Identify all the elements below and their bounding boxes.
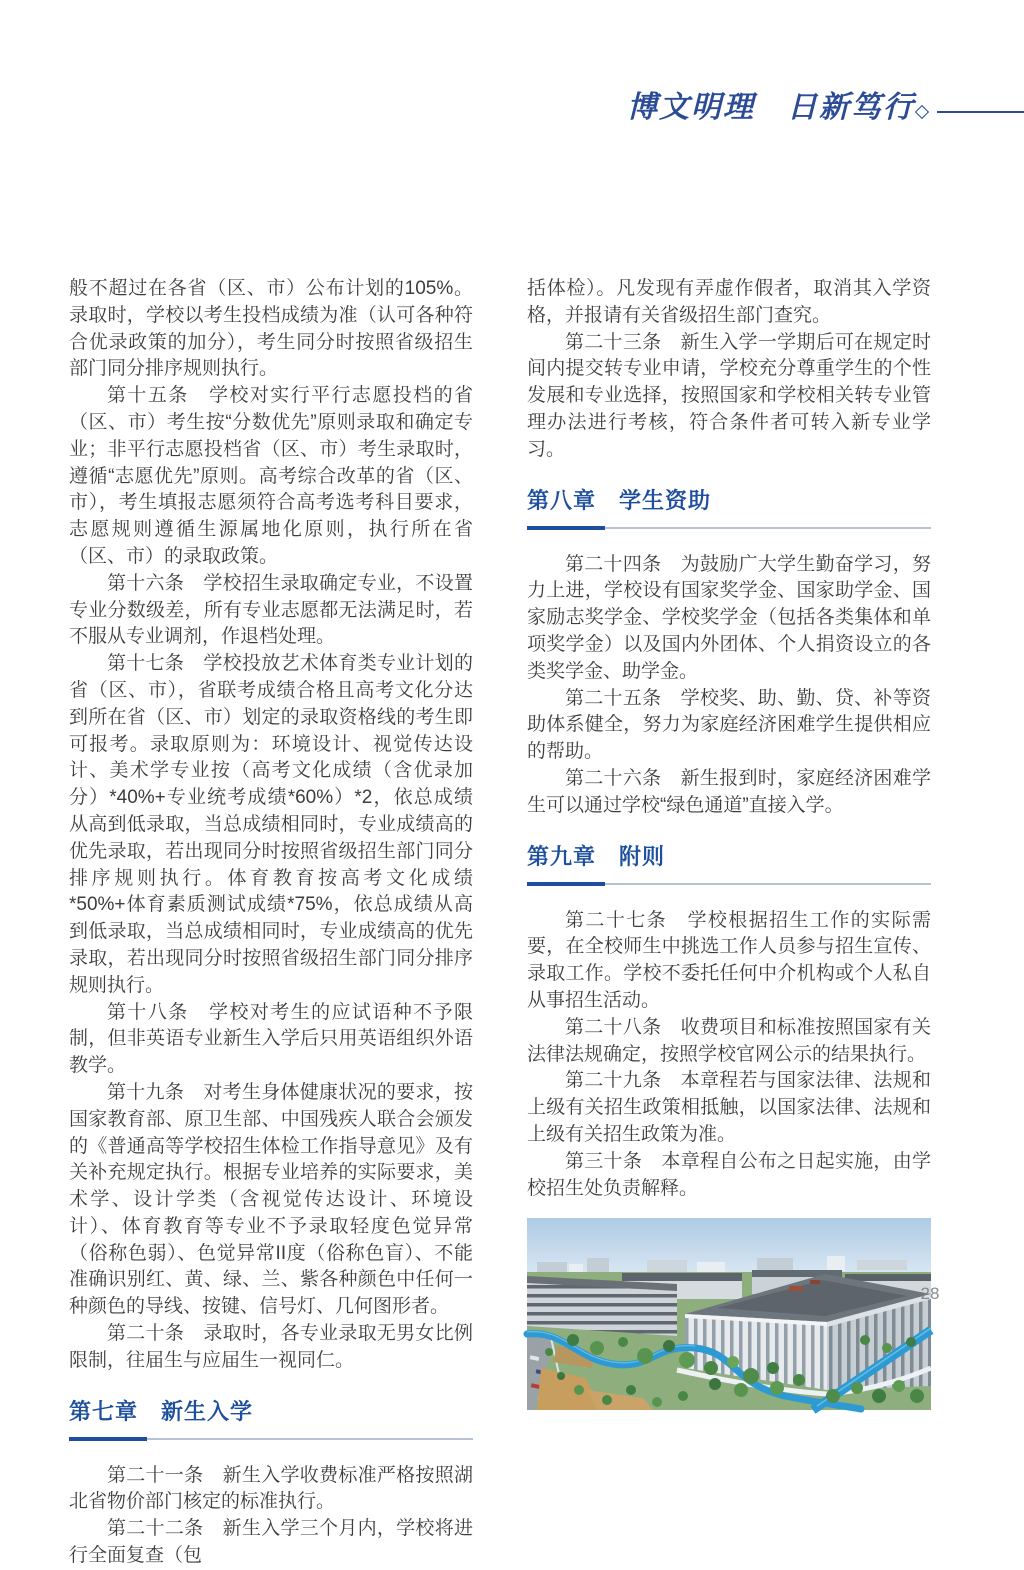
body-paragraph: 第二十六条 新生报到时，家庭经济困难学生可以通过学校“绿色通道”直接入学。 bbox=[527, 767, 931, 816]
school-motto: 博文明理 日新笃行 bbox=[627, 91, 915, 124]
heading-rule bbox=[527, 882, 931, 886]
heading-rule bbox=[69, 1437, 473, 1441]
heading-rule-dark bbox=[527, 882, 605, 886]
body-paragraph: 般不超过在各省（区、市）公布计划的105%。录取时，学校以考生投档成绩为准（认可各种符合优录政策的加分），考生同分时按照省级招生部门同分排序规则执行。 bbox=[69, 278, 473, 380]
body-paragraph: 第二十九条 本章程若与国家法律、法规和上级有关招生政策相抵触，以国家法律、法规和上级有关招生政策为准。 bbox=[527, 1070, 931, 1145]
body-paragraph: 第二十五条 学校奖、助、勤、贷、补等资助体系健全，努力为家庭经济困难学生提供相应的帮助。 bbox=[527, 687, 931, 763]
body-paragraph: 第二十三条 新生入学一学期后可在规定时间内提交转专业申请，学校充分尊重学生的个性发展和专业选择，按照国家和学校相关转专业管理办法进行考核，符合条件者可转入新专业学习。 bbox=[527, 331, 931, 460]
page-number: 28 bbox=[920, 1284, 940, 1303]
body-paragraph: 第二十一条 新生入学收费标准严格按照湖北省物价部门核定的标准执行。 bbox=[69, 1464, 473, 1513]
body-paragraph: 第三十条 本章程自公布之日起实施，由学校招生处负责解释。 bbox=[527, 1150, 931, 1199]
chapter-heading: 第七章 新生入学 bbox=[69, 1398, 254, 1424]
body-paragraph: 第十七条 学校投放艺术体育类专业计划的省（区、市），省联考成绩合格且高考文化分达到所在省（区、市）划定的录取资格线的考生即可报考。录取原则为：环境设计、视觉传达设计、美术学专业按（高考文化成绩（含优录加分）*40%+专业统考成绩*60%）*2，依总成绩从高到低录取，当总成绩相同时，专业成绩高的优先录取，若出现同分时按照省级招生部门同分排序规则执行。体育教育按高考文化成绩*50%+体育素质测试成绩*75%，依总成绩从高到低录取，当总成绩相同时，专业成绩高的优先录取，若出现同分时按照省级招生部门同分排序规则执行。 bbox=[69, 653, 473, 996]
body-paragraph: 括体检）。凡发现有弄虚作假者，取消其入学资格，并报请有关省级招生部门查究。 bbox=[527, 278, 931, 326]
body-paragraph: 第二十七条 学校根据招生工作的实际需要，在全校师生中挑选工作人员参与招生宣传、录取工作。学校不委托任何中介机构或个人私自从事招生活动。 bbox=[527, 909, 931, 1011]
body-paragraph: 第十九条 对考生身体健康状况的要求，按国家教育部、原卫生部、中国残疾人联合会颁发的《普通高等学校招生体检工作指导意见》及有关补充规定执行。根据专业培养的实际要求，美术学、设计学类（含视觉传达设计、环境设计）、体育教育等专业不予录取轻度色觉异常（俗称色弱）、色觉异常II度（俗称色盲）、不能准确识别红、黄、绿、兰、紫各种颜色中任何一种颜色的导线、按键、信号灯、几何图形者。 bbox=[69, 1081, 473, 1318]
body-paragraph: 第二十二条 新生入学三个月内，学校将进行全面复查（包 bbox=[69, 1518, 473, 1567]
campus-aerial-photo bbox=[527, 1218, 931, 1410]
right-column-text bbox=[527, 276, 931, 1202]
left-column bbox=[69, 276, 473, 1570]
body-paragraph: 第十八条 学校对考生的应试语种不予限制，但非英语专业新生入学后只用英语组织外语教学。 bbox=[69, 1001, 473, 1077]
body-paragraph: 第二十条 录取时，各专业录取无男女比例限制，往届生与应届生一视同仁。 bbox=[69, 1323, 473, 1371]
heading-rule-dark bbox=[527, 526, 605, 530]
diamond-icon bbox=[915, 105, 929, 119]
heading-rule-dark bbox=[69, 1437, 147, 1441]
left-building bbox=[527, 1276, 677, 1336]
chapter-heading: 第八章 学生资助 bbox=[527, 487, 712, 513]
header-rule-line bbox=[937, 111, 1024, 113]
heading-rule bbox=[527, 526, 931, 530]
body-paragraph: 第十五条 学校对实行平行志愿投档的省（区、市）考生按“分数优先”原则录取和确定专业；非平行志愿投档省（区、市）考生录取时，遵循“志愿优先”原则。高考综合改革的省（区、市），考生填报志愿须符合高考选考科目要求，志愿规则遵循生源属地化原则，执行所在省（区、市）的录取政策。 bbox=[69, 385, 473, 567]
body-paragraph: 第二十四条 为鼓励广大学生勤奋学习，努力上进，学校设有国家奖学金、国家助学金、国家励志奖学金、学校奖学金（包括各类集体和单项奖学金）以及国内外团体、个人捐资设立的各类奖学金、助学金。 bbox=[527, 553, 931, 682]
body-paragraph: 第二十八条 收费项目和标准按照国家有关法律法规确定，按照学校官网公示的结果执行。 bbox=[527, 1016, 931, 1065]
body-paragraph: 第十六条 学校招生录取确定专业，不设置专业分数级差，所有专业志愿都无法满足时，若不服从专业调剂，作退档处理。 bbox=[69, 572, 473, 648]
right-column bbox=[527, 276, 931, 1410]
campus-photo-illustration bbox=[527, 1218, 931, 1410]
chapter-heading: 第九章 附则 bbox=[527, 843, 666, 869]
